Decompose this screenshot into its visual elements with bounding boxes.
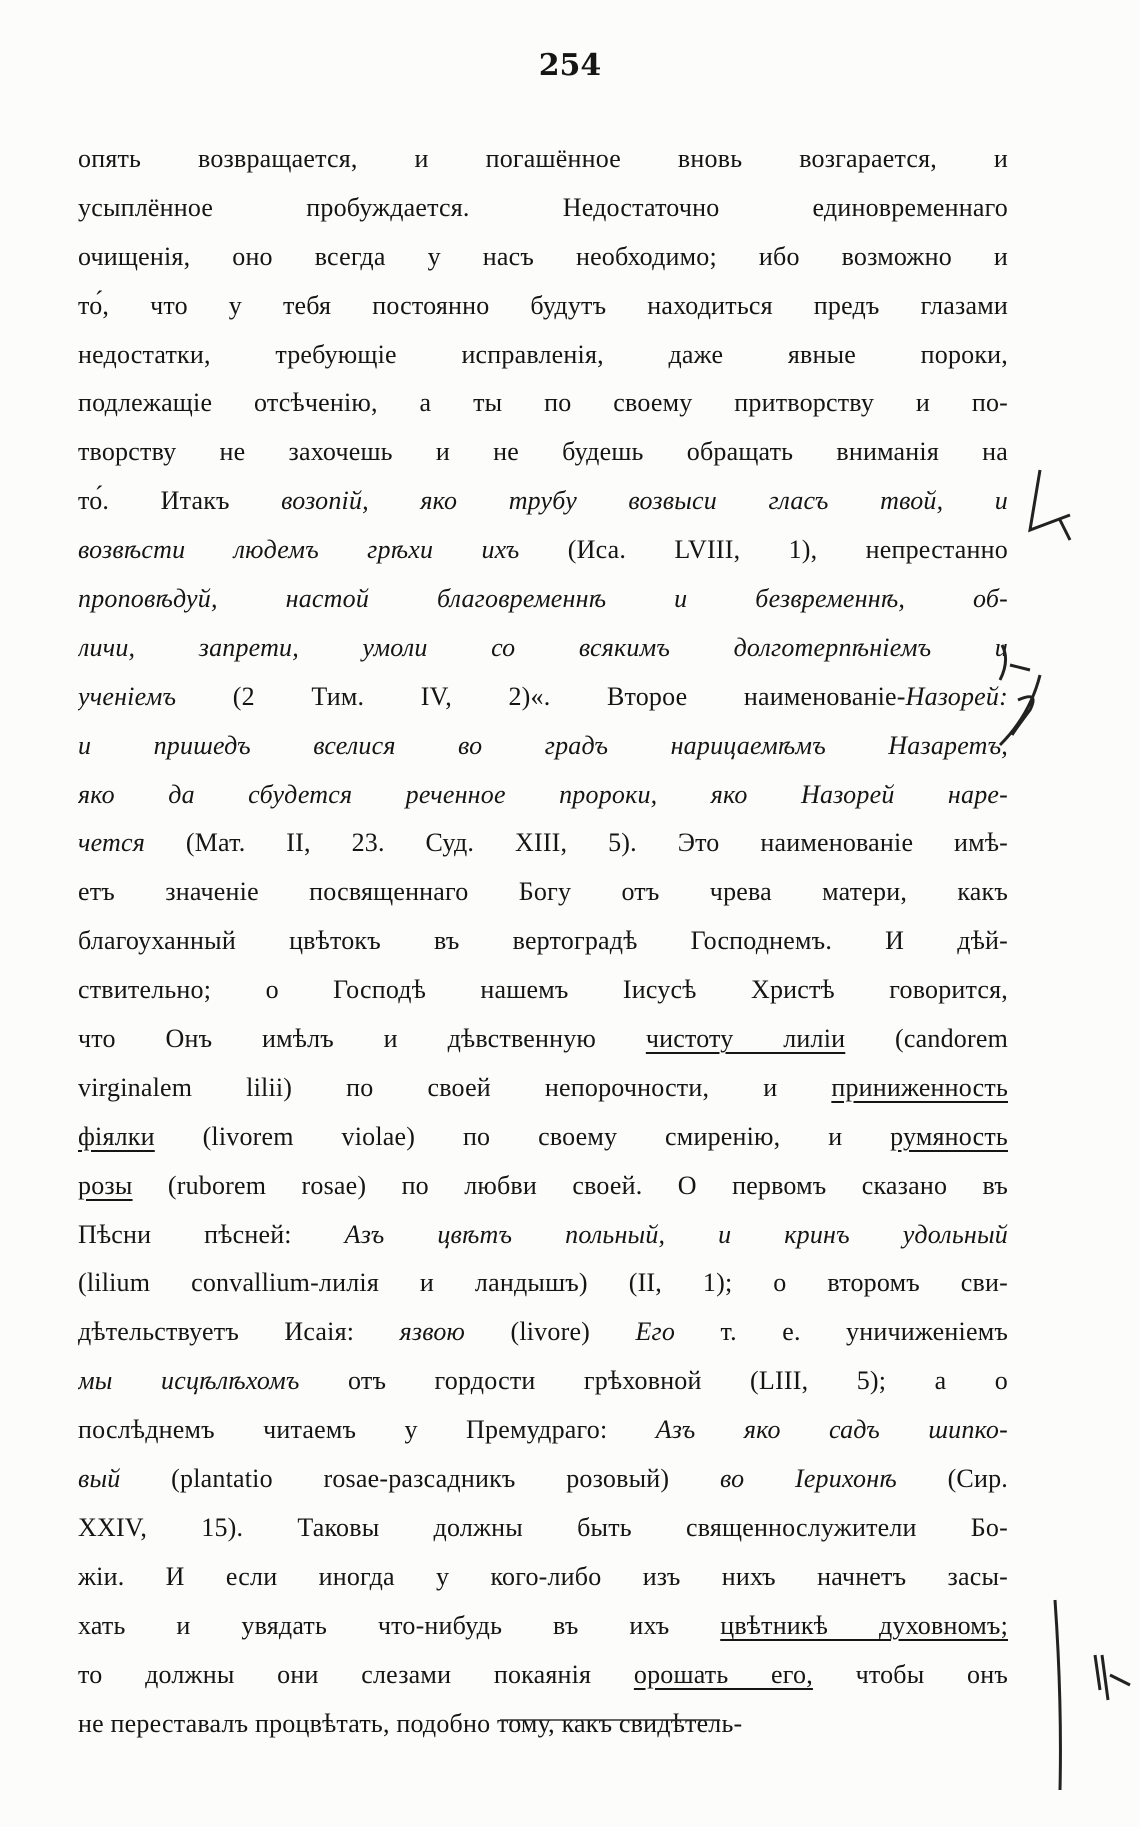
text-line <box>78 233 1008 282</box>
text-line <box>78 1113 1008 1162</box>
text-segment: приниженность <box>831 1072 1008 1102</box>
text-line <box>78 819 1008 868</box>
text-segment: недостатки, требующіе исправленія, даже явные пороки, <box>78 339 1008 369</box>
text-segment: Его <box>635 1317 676 1347</box>
text-line <box>78 1259 1008 1308</box>
page-number: 254 <box>538 48 602 83</box>
text-line <box>78 771 1008 820</box>
text-segment: то́, что у тебя постоянно будутъ находиться предъ глазами <box>78 290 1008 320</box>
text-line <box>78 526 1008 575</box>
text-line <box>78 1700 1008 1749</box>
text-segment: отъ гордости грѣховной (LIII, 5); а о <box>299 1366 1008 1396</box>
text-segment: дѣтельствуетъ Исаія: <box>78 1317 400 1347</box>
text-segment: ученіемъ <box>78 681 177 711</box>
text-segment: во Іерихонѣ <box>719 1464 897 1494</box>
text-line <box>78 282 1008 331</box>
text-line <box>78 135 1008 184</box>
text-segment: т. е. уничиженіемъ <box>675 1317 1008 1347</box>
text-segment: опять возвращается, и погашённое вновь возгарается, и <box>78 144 1008 173</box>
text-line <box>78 624 1008 673</box>
text-line <box>78 1602 1008 1651</box>
text-line <box>78 379 1008 428</box>
text-segment: послѣднемъ читаемъ у Премудраго: <box>78 1415 656 1445</box>
text-segment: (lilium convallium-лилія и ландышъ) (II, 1); о второмъ сви- <box>78 1268 1008 1298</box>
text-segment: (candorem <box>845 1024 1008 1054</box>
text-segment: возвѣсти людемъ грѣхи ихъ <box>78 535 520 565</box>
text-segment: очищенія, оно всегда у насъ необходимо; ибо возможно и <box>78 241 1008 271</box>
text-segment: (ruborem rosae) по любви своей. О первомъ сказано въ <box>132 1170 1008 1200</box>
text-line <box>78 1455 1008 1504</box>
text-line <box>78 428 1008 477</box>
text-segment: (livore) <box>465 1317 636 1347</box>
text-segment: ствительно; о Господѣ нашемъ Іисусѣ Христѣ говорится, <box>78 975 1008 1005</box>
text-segment: румяность <box>890 1121 1008 1151</box>
margin-mark-4 <box>1095 1655 1130 1700</box>
text-segment: virginalem lilii) по своей непорочности, и <box>78 1072 832 1102</box>
text-segment: вый <box>78 1464 121 1494</box>
text-segment: чистоту лиліи <box>645 1024 846 1054</box>
text-line <box>78 1406 1008 1455</box>
text-segment: Азъ яко садъ шипко- <box>655 1415 1008 1445</box>
text-segment: язвою <box>399 1317 466 1347</box>
text-line <box>78 673 1008 722</box>
text-segment: Азъ цвѣтъ польный, и кринъ удольный <box>344 1219 1008 1249</box>
text-line <box>78 184 1008 233</box>
text-segment: творству не захочешь и не будешь обращать вниманія на <box>78 437 1008 467</box>
text-segment: усыплённое пробуждается. Недостаточно единовременнаго <box>78 192 1008 222</box>
text-line <box>78 1211 1008 1260</box>
text-segment: фіялки <box>78 1121 155 1151</box>
text-segment: (livorem violae) по своему смиренію, и <box>154 1121 891 1151</box>
text-segment: благоуханный цвѣтокъ въ вертоградѣ Господнемъ. И дѣй- <box>78 926 1008 956</box>
text-segment: орошать его, <box>633 1659 813 1689</box>
text-line <box>78 868 1008 917</box>
text-segment: XXIV, 15). Таковы должны быть священнослужители Бо- <box>78 1512 1008 1542</box>
text-segment: и пришедъ вселися во градъ нарицаемѣмъ Назаретъ, <box>78 730 1008 760</box>
text-segment: проповѣдуй, настой благовременнѣ и безвременнѣ, об- <box>78 584 1008 614</box>
text-line <box>78 1553 1008 1602</box>
text-line <box>78 331 1008 380</box>
text-segment: етъ значеніе посвященнаго Богу отъ чрева матери, какъ <box>78 877 1008 907</box>
text-segment: чется <box>78 828 146 858</box>
text-segment: то́. Итакъ <box>78 486 282 516</box>
text-line <box>78 966 1008 1015</box>
margin-mark-1 <box>1030 470 1070 540</box>
text-segment: Назорей: <box>905 681 1008 711</box>
text-segment: возопій, яко трубу возвыси гласъ твой, и <box>281 486 1008 516</box>
text-segment: не переставалъ процвѣтать, подобно тому, какъ свидѣтель- <box>78 1708 743 1738</box>
text-segment: яко да сбудется реченное пророки, яко Назорей наре- <box>78 779 1008 809</box>
text-line <box>78 477 1008 526</box>
margin-bar-right <box>1055 1600 1060 1790</box>
text-line <box>78 1308 1008 1357</box>
text-line <box>78 1162 1008 1211</box>
text-segment: (plantatio rosae-разсадникъ розовый) <box>120 1464 720 1494</box>
text-segment: подлежащіе отсѣченію, а ты по своему притворству и по- <box>78 388 1008 418</box>
text-segment: (2 Тим. IV, 2)«. Второе наименованіе- <box>176 681 906 711</box>
text-line <box>78 917 1008 966</box>
text-segment: розы <box>78 1170 133 1200</box>
text-segment: чтобы онъ <box>812 1659 1008 1689</box>
text-segment: цвѣтникѣ духовномъ; <box>720 1610 1008 1640</box>
text-line <box>78 1651 1008 1700</box>
text-line <box>78 1064 1008 1113</box>
text-line <box>78 1015 1008 1064</box>
text-segment: хать и увядать что-нибудь въ ихъ <box>78 1610 721 1640</box>
text-segment: что Онъ имѣлъ и дѣвственную <box>78 1024 646 1054</box>
text-line <box>78 1357 1008 1406</box>
text-line <box>78 575 1008 624</box>
text-segment: Пѣсни пѣсней: <box>78 1219 345 1249</box>
text-segment: (Иса. LVIII, 1), непрестанно <box>519 535 1008 565</box>
body-text <box>78 135 1008 1748</box>
text-line <box>78 1504 1008 1553</box>
text-segment: жіи. И если иногда у кого-либо изъ нихъ начнетъ засы- <box>78 1561 1008 1591</box>
text-segment: личи, запрети, умоли со всякимъ долготерпѣніемъ и <box>78 632 1008 662</box>
text-line <box>78 722 1008 771</box>
text-segment: (Мат. II, 23. Суд. XIII, 5). Это наименованіе имѣ- <box>145 828 1008 858</box>
text-segment: то должны они слезами покаянія <box>78 1659 634 1689</box>
text-segment: (Сир. <box>896 1464 1008 1494</box>
text-segment: мы исцѣлѣхомъ <box>78 1366 300 1396</box>
